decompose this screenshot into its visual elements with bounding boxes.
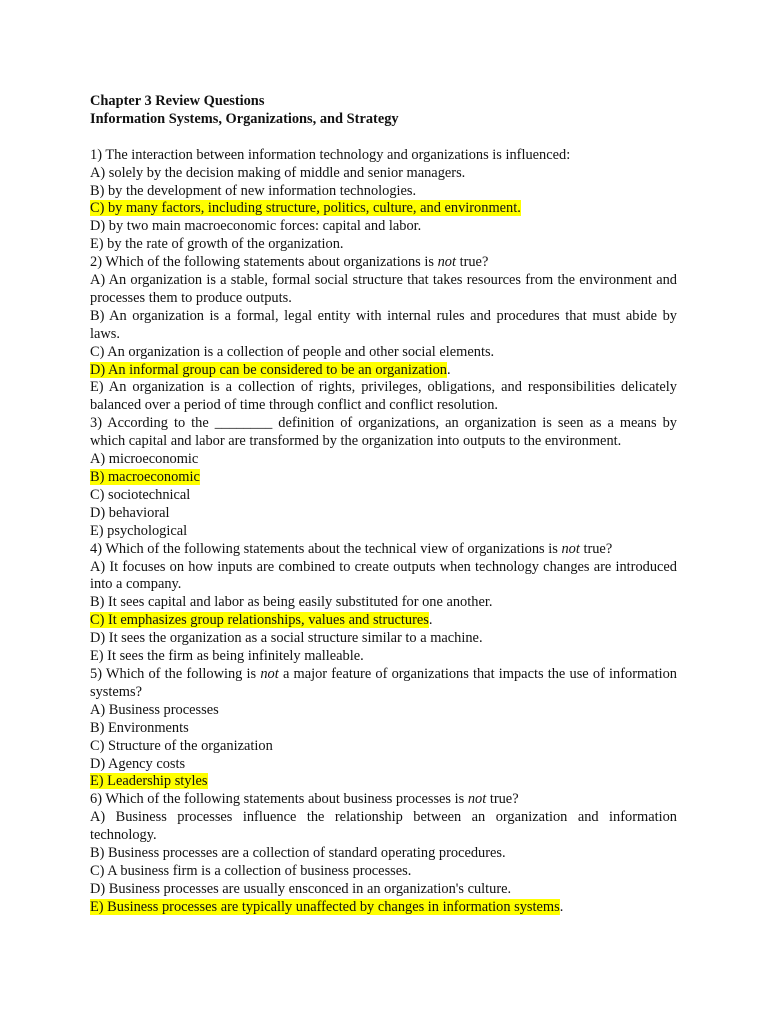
question-text: According to the ________ definition of organizations, an organization is seen as a means by which capital and labor are transformed by the organization into outputs to the environment. bbox=[90, 415, 677, 450]
blank-line bbox=[90, 129, 677, 147]
question-text-end: true? bbox=[455, 254, 489, 271]
answer-option bbox=[90, 379, 677, 415]
question-emphasis: not bbox=[467, 791, 487, 808]
answer-option bbox=[90, 469, 677, 487]
answer-option-text: B) It sees capital and labor as being easily substituted for one another. bbox=[90, 594, 493, 611]
question-stem bbox=[90, 666, 677, 702]
answer-option bbox=[90, 523, 677, 541]
answer-option-text: A) microeconomic bbox=[90, 451, 199, 468]
question-number: 3) bbox=[90, 415, 108, 432]
answer-option-suffix: . bbox=[559, 898, 564, 915]
answer-option-highlighted: C) by many factors, including structure, politics, culture, and environment. bbox=[90, 200, 521, 217]
question-text: Which of the following statements about the technical view of organizations is bbox=[105, 540, 562, 557]
question-stem bbox=[90, 791, 677, 809]
answer-option-suffix: . bbox=[447, 361, 451, 378]
answer-option bbox=[90, 218, 677, 236]
answer-option bbox=[90, 236, 677, 254]
answer-option-text: E) psychological bbox=[90, 522, 188, 539]
answer-option-highlighted: E) Business processes are typically unaffected by changes in information systems bbox=[90, 898, 560, 915]
answer-option bbox=[90, 308, 677, 344]
answer-option bbox=[90, 845, 677, 863]
answer-option-suffix: . bbox=[428, 612, 433, 629]
question-stem bbox=[90, 415, 677, 451]
answer-option bbox=[90, 773, 677, 791]
answer-option bbox=[90, 505, 677, 523]
answer-option bbox=[90, 165, 677, 183]
question-number: 6) bbox=[90, 791, 106, 808]
answer-option-text: E) An organization is a collection of rights, privileges, obligations, and responsibilities delicately balanced over a period of time through conflict and conflict resolution. bbox=[90, 379, 677, 414]
question-stem bbox=[90, 147, 677, 165]
question-list bbox=[90, 147, 677, 917]
answer-option-text: A) It focuses on how inputs are combined to create outputs when technology changes are introduced into a company. bbox=[90, 558, 677, 593]
answer-option bbox=[90, 899, 677, 917]
answer-option bbox=[90, 702, 677, 720]
answer-option-text: B) Business processes are a collection of standard operating procedures. bbox=[90, 845, 506, 862]
answer-option-highlighted: B) macroeconomic bbox=[90, 469, 200, 486]
question-block bbox=[90, 254, 677, 415]
answer-option-text: B) by the development of new information technologies. bbox=[90, 182, 417, 199]
answer-option bbox=[90, 612, 677, 630]
answer-option bbox=[90, 559, 677, 595]
question-stem bbox=[90, 541, 677, 559]
answer-option bbox=[90, 200, 677, 218]
answer-option-text: A) An organization is a stable, formal social structure that takes resources from the environment and processes them to produce outputs. bbox=[90, 272, 677, 306]
question-block bbox=[90, 415, 677, 540]
question-text: Which of the following statements about business processes is bbox=[105, 791, 468, 808]
answer-option-text: C) sociotechnical bbox=[90, 486, 191, 503]
answer-option bbox=[90, 272, 677, 308]
answer-option bbox=[90, 594, 677, 612]
answer-option bbox=[90, 648, 677, 666]
question-block bbox=[90, 791, 677, 916]
answer-option bbox=[90, 451, 677, 469]
answer-option bbox=[90, 183, 677, 201]
answer-option-text: C) Structure of the organization bbox=[90, 737, 273, 754]
answer-option-text: D) behavioral bbox=[90, 504, 170, 521]
answer-option-text: A) Business processes influence the relationship between an organization and information technology. bbox=[90, 809, 677, 844]
answer-option-text: D) It sees the organization as a social structure similar to a machine. bbox=[90, 630, 483, 647]
question-text: Which of the following statements about organizations is bbox=[105, 254, 438, 271]
document-heading: Chapter 3 Review Questions bbox=[90, 93, 265, 109]
question-block bbox=[90, 666, 677, 791]
document-subheading: Information Systems, Organizations, and Strategy bbox=[90, 110, 399, 127]
answer-option-text: A) Business processes bbox=[90, 701, 219, 718]
question-number: 1) bbox=[90, 146, 106, 163]
answer-option bbox=[90, 362, 677, 380]
answer-option-text: D) by two main macroeconomic forces: capital and labor. bbox=[90, 218, 422, 235]
answer-option bbox=[90, 738, 677, 756]
question-block bbox=[90, 541, 677, 666]
answer-option-highlighted: D) An informal group can be considered to be an organization bbox=[90, 361, 447, 378]
answer-option bbox=[90, 720, 677, 738]
answer-option-text: A) solely by the decision making of middle and senior managers. bbox=[90, 164, 466, 181]
question-stem bbox=[90, 254, 677, 272]
question-emphasis: not bbox=[437, 254, 456, 271]
question-emphasis: not bbox=[561, 540, 580, 557]
answer-option bbox=[90, 630, 677, 648]
answer-option bbox=[90, 881, 677, 899]
answer-option-text: B) An organization is a formal, legal entity with internal rules and procedures that must abide by laws. bbox=[90, 307, 677, 342]
answer-option-text: E) by the rate of growth of the organization. bbox=[90, 236, 344, 253]
answer-option bbox=[90, 487, 677, 505]
document-page bbox=[90, 93, 677, 917]
question-emphasis: not bbox=[260, 665, 279, 682]
answer-option bbox=[90, 809, 677, 845]
answer-option-text: E) It sees the firm as being infinitely malleable. bbox=[90, 648, 364, 665]
answer-option bbox=[90, 344, 677, 362]
answer-option bbox=[90, 756, 677, 774]
question-text-end: true? bbox=[486, 791, 519, 808]
answer-option-text: D) Business processes are usually ensconced in an organization's culture. bbox=[90, 880, 512, 897]
answer-option-text: B) Environments bbox=[90, 719, 189, 736]
answer-option bbox=[90, 863, 677, 881]
answer-option-highlighted: C) It emphasizes group relationships, values and structures bbox=[90, 612, 429, 629]
question-text-end: a major feature of organizations that impacts the use of information systems? bbox=[90, 665, 677, 700]
question-text-end: true? bbox=[579, 540, 613, 557]
question-number: 4) bbox=[90, 540, 106, 557]
question-number: 5) bbox=[90, 665, 106, 682]
question-block bbox=[90, 147, 677, 254]
answer-option-text: D) Agency costs bbox=[90, 755, 186, 772]
question-number: 2) bbox=[90, 254, 106, 271]
answer-option-highlighted: E) Leadership styles bbox=[90, 773, 208, 790]
question-text: Which of the following is bbox=[105, 665, 261, 682]
answer-option-text: C) An organization is a collection of people and other social elements. bbox=[90, 343, 495, 360]
answer-option-text: C) A business firm is a collection of business processes. bbox=[90, 862, 412, 879]
question-text: The interaction between information technology and organizations is influenced: bbox=[105, 146, 571, 163]
